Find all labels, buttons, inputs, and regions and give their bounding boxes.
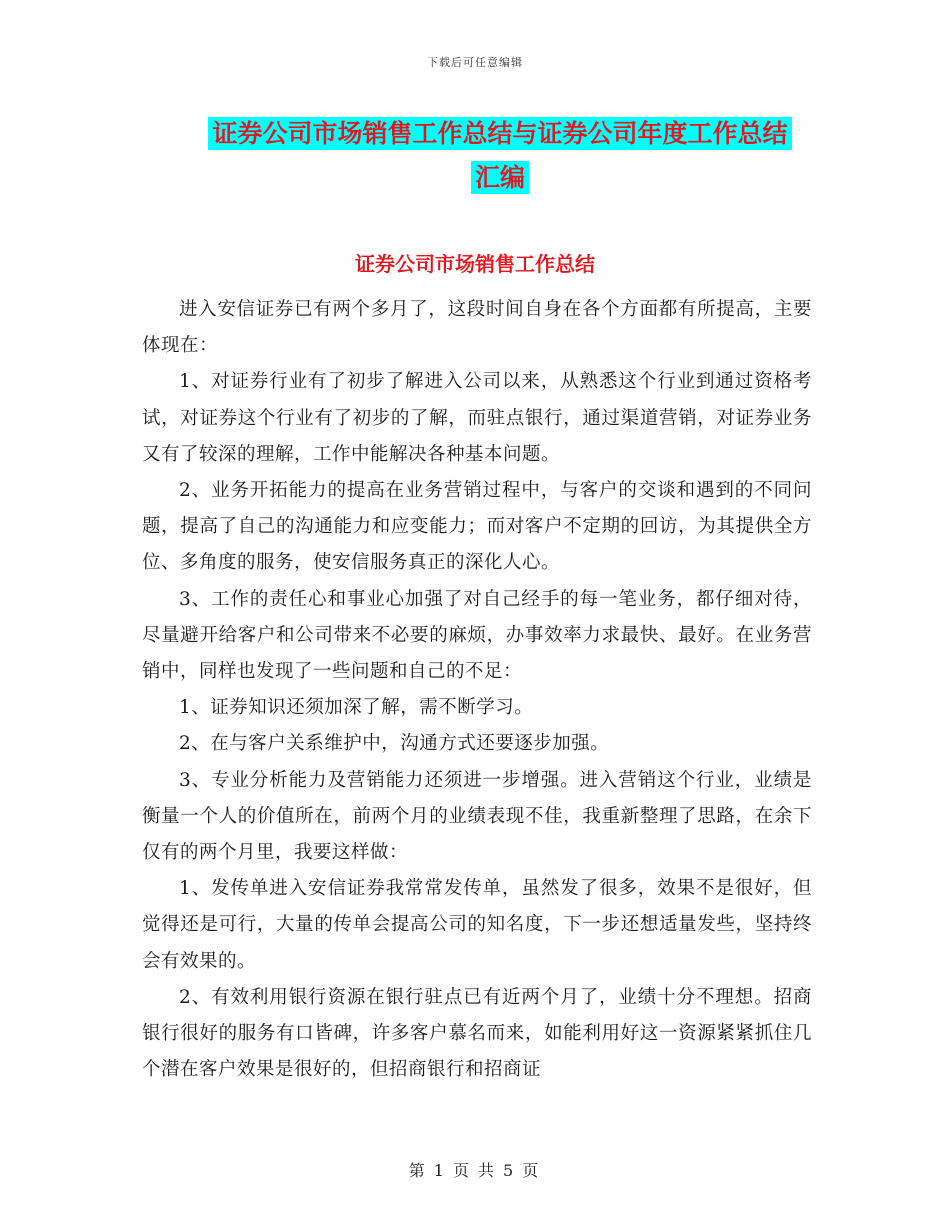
footer-page-word: 页 [452,1161,472,1180]
document-title-line-2: 汇编 [471,161,529,194]
paragraph: 1、对证券行业有了初步了解进入公司以来，从熟悉这个行业到通过资格考试，对证券这个行业有了初步的了解，而驻点银行，通过渠道营销，对证券业务又有了较深的理解，工作中能解决各种基本问题。 [142,371,812,465]
paragraph: 3、专业分析能力及营销能力还须进一步增强。进入营销这个行业，业绩是衡量一个人的价值所在，前两个月的业绩表现不佳，我重新整理了思路，在余下仅有的两个月里，我要这样做： [142,769,812,864]
footer-prefix: 第 [408,1161,428,1180]
paragraph: 2、有效利用银行资源在银行驻点已有近两个月了，业绩十分不理想。招商银行很好的服务有口皆碑，许多客户慕名而来，如能利用好这一资源紧紧抓住几个潜在客户效果是很好的，但招商银行和招商证 [142,986,812,1081]
paragraph: 进入安信证券已有两个多月了，这段时间自身在各个方面都有所提高，主要体现在： [142,299,812,357]
footer-suffix: 页 [522,1161,542,1180]
paragraph: 1、证券知识还须加深了解，需不断学习。 [179,697,534,719]
paragraph: 1、发传单进入安信证券我常常发传单，虽然发了很多，效果不是很好，但觉得还是可行，大量的传单会提高公司的知名度，下一步还想适量发些，坚持终会有效果的。 [142,878,812,972]
paragraph: 3、工作的责任心和事业心加强了对自己经手的每一笔业务，都仔细对待，尽量避开给客户和公司带来不必要的麻烦，办事效率力求最快、最好。在业务营销中，同样也发现了一些问题和自己的不足： [142,588,812,683]
document-body [142,292,812,1088]
total-page-number: 5 [503,1161,517,1180]
paragraph: 2、在与客户关系维护中，沟通方式还要逐步加强。 [179,733,610,755]
current-page-number: 1 [433,1161,447,1180]
footer-total-word: 共 [478,1161,498,1180]
page-footer [0,1158,950,1181]
document-title [190,112,810,200]
paragraph: 2、业务开拓能力的提高在业务营销过程中，与客户的交谈和遇到的不同问题，提高了自己的沟通能力和应变能力；而对客户不定期的回访，为其提供全方位、多角度的服务，使安信服务真正的深化人心。 [142,480,812,574]
section-title: 证券公司市场销售工作总结 [355,252,595,276]
document-title-line-1: 证券公司市场销售工作总结与证券公司年度工作总结 [208,117,791,150]
header-note: 下载后可任意编辑 [427,56,523,69]
